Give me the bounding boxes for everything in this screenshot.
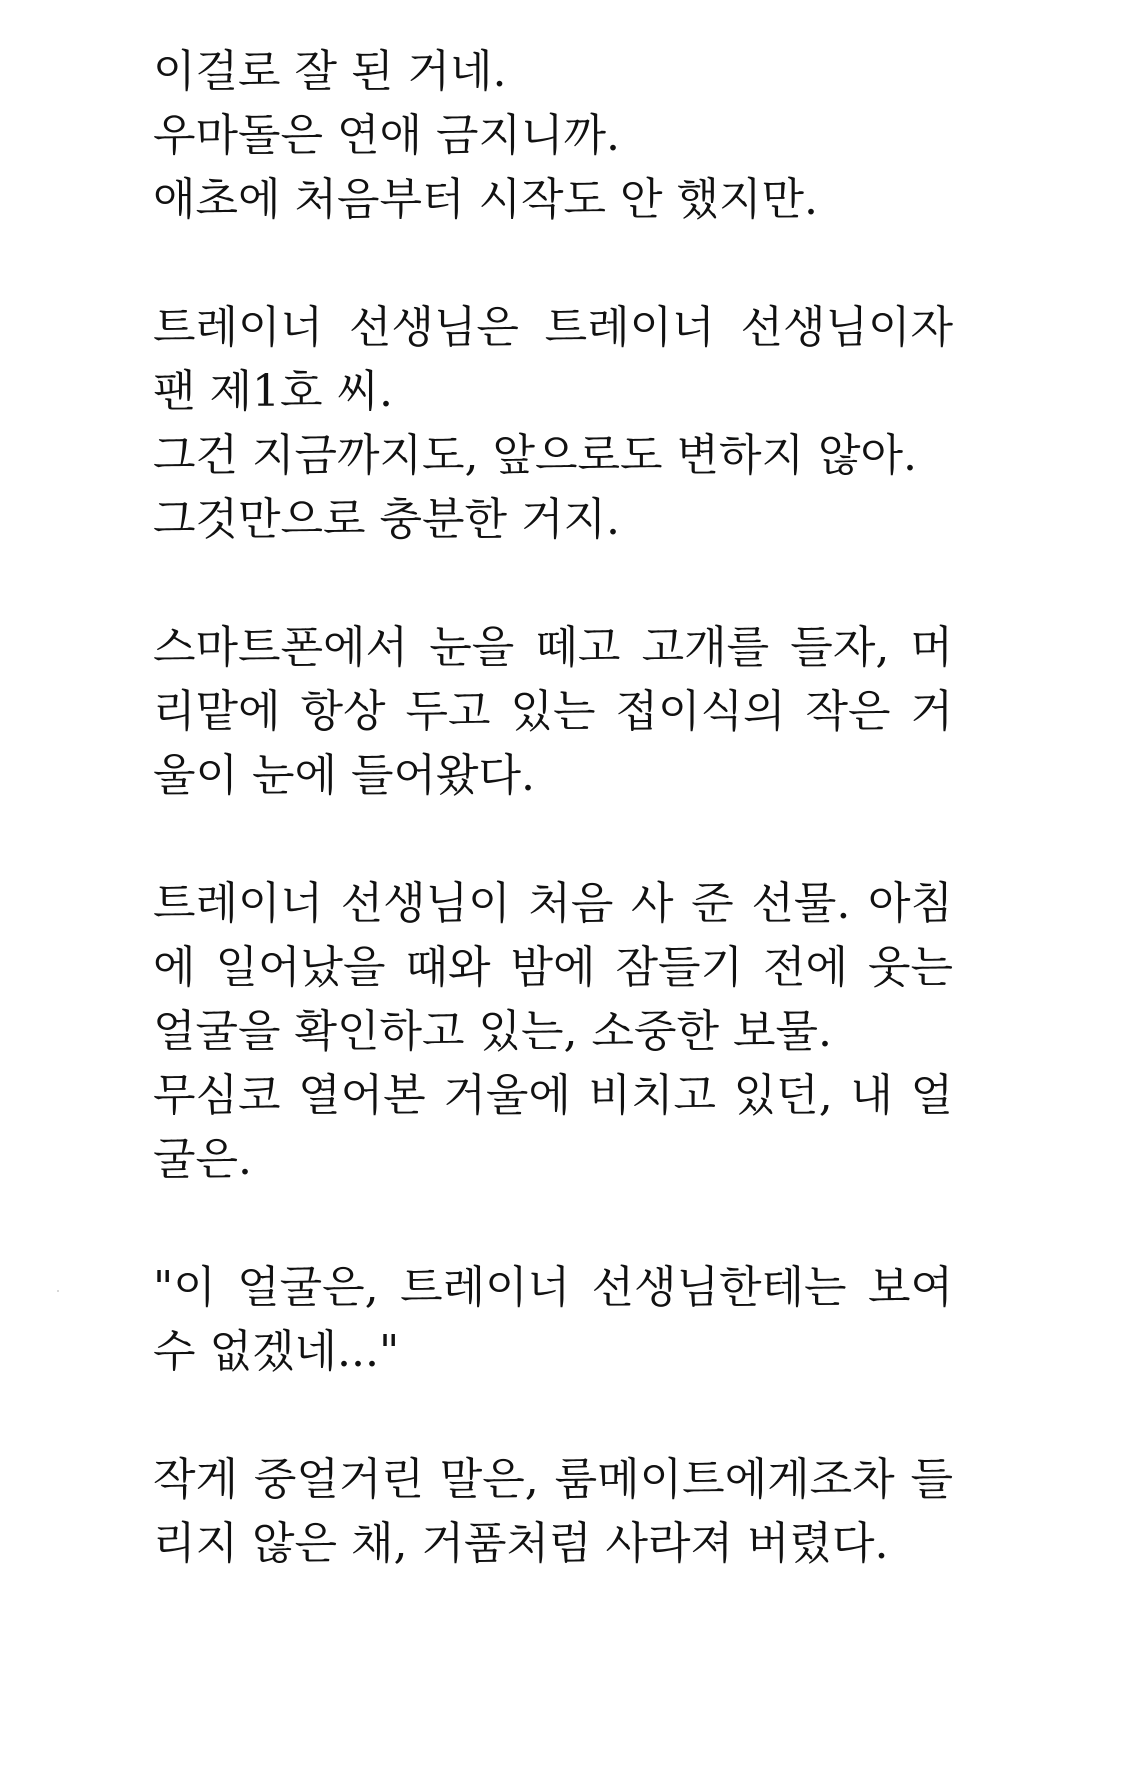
text-line: 울이 눈에 들어왔다. bbox=[153, 750, 535, 801]
text-line: 트레이너 선생님이 처음 사 준 선물. 아침 bbox=[153, 878, 953, 929]
paragraph-3 bbox=[153, 616, 953, 808]
text-line: 리맡에 항상 두고 있는 접이식의 작은 거 bbox=[153, 686, 953, 737]
text-line: 트레이너 선생님은 트레이너 선생님이자 bbox=[153, 302, 953, 353]
paragraph-4 bbox=[153, 872, 953, 1192]
text-line: 애초에 처음부터 시작도 안 했지만. bbox=[153, 174, 818, 225]
text-line: 무심코 열어본 거울에 비치고 있던, 내 얼 bbox=[153, 1070, 953, 1121]
scan-speck bbox=[57, 1290, 59, 1292]
paragraph-5 bbox=[153, 1256, 953, 1384]
text-line: 스마트폰에서 눈을 떼고 고개를 들자, 머 bbox=[153, 622, 953, 673]
text-line: 그건 지금까지도, 앞으로도 변하지 않아. bbox=[153, 430, 917, 481]
story-text bbox=[153, 40, 953, 1576]
text-line: 그것만으로 충분한 거지. bbox=[153, 494, 620, 545]
text-line: 우마돌은 연애 금지니까. bbox=[153, 110, 620, 161]
text-line: 팬 제1호 씨. bbox=[153, 366, 393, 417]
paragraph-2 bbox=[153, 296, 953, 552]
paragraph-6 bbox=[153, 1448, 953, 1576]
text-line: 이걸로 잘 된 거네. bbox=[153, 46, 507, 97]
text-line: 얼굴을 확인하고 있는, 소중한 보물. bbox=[153, 1006, 832, 1057]
text-line: 작게 중얼거린 말은, 룸메이트에게조차 들 bbox=[153, 1454, 953, 1505]
paragraph-gap bbox=[153, 232, 953, 296]
paragraph-gap bbox=[153, 808, 953, 872]
paragraph-gap bbox=[153, 1192, 953, 1256]
text-line: 수 없겠네..." bbox=[153, 1326, 400, 1377]
paragraph-1 bbox=[153, 40, 953, 232]
text-line: "이 얼굴은, 트레이너 선생님한테는 보여 bbox=[153, 1262, 953, 1313]
text-line: 리지 않은 채, 거품처럼 사라져 버렸다. bbox=[153, 1518, 889, 1569]
paragraph-gap bbox=[153, 1384, 953, 1448]
text-line: 굴은. bbox=[153, 1134, 252, 1185]
paragraph-gap bbox=[153, 552, 953, 616]
text-line: 에 일어났을 때와 밤에 잠들기 전에 웃는 bbox=[153, 942, 953, 993]
